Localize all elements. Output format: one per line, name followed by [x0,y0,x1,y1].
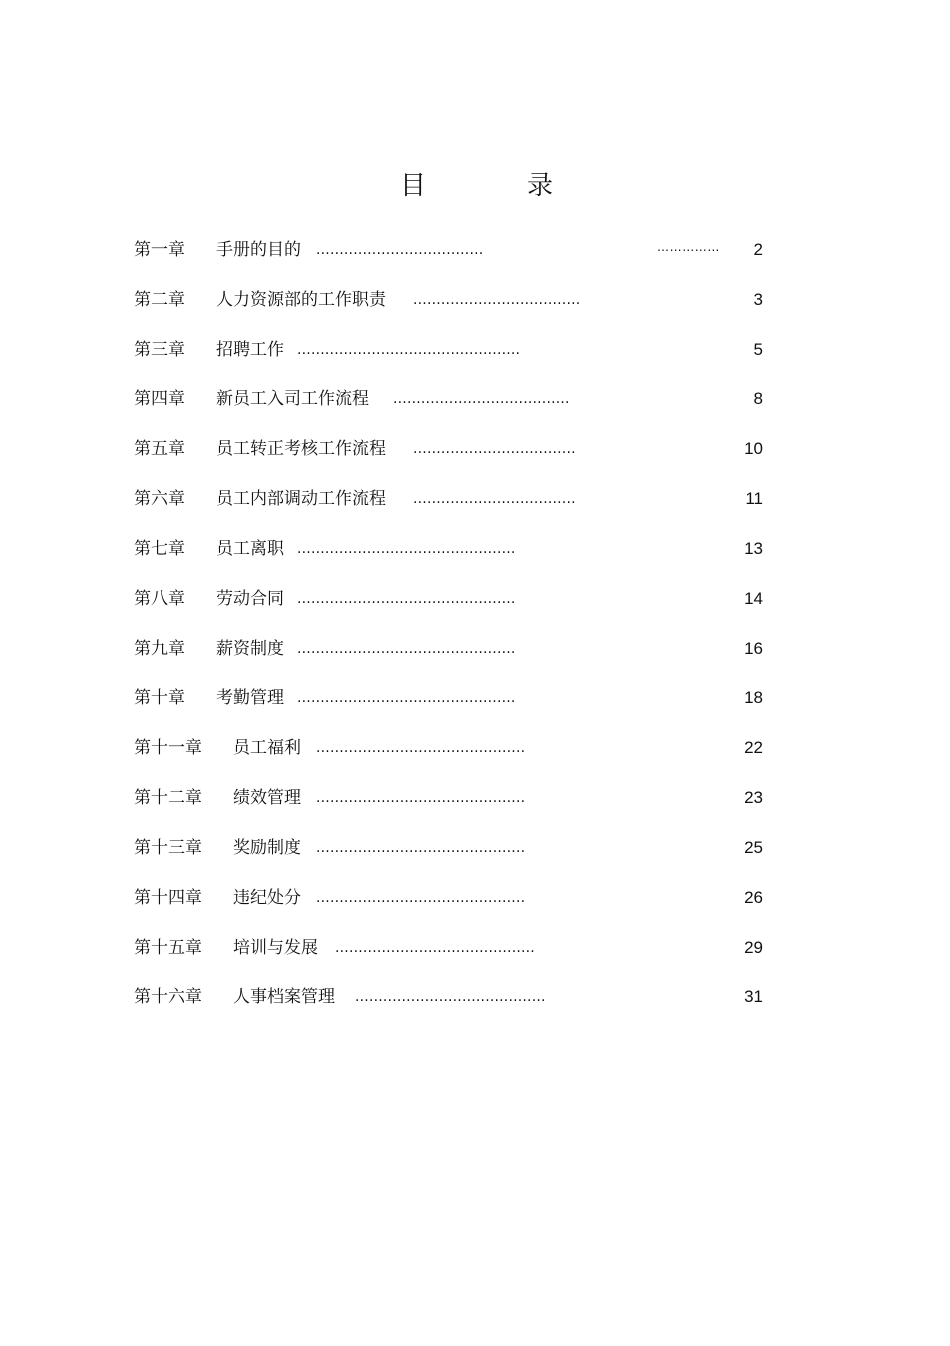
toc-entry-title: 考勤管理 [216,688,284,708]
toc-entry-title: 绩效管理 [233,788,301,808]
toc-page-number: 3 [753,290,763,309]
toc-leader-dots: ............................................... [297,690,516,706]
toc-page-number: 18 [744,688,763,707]
toc-entry[interactable] [0,833,950,863]
toc-entry[interactable] [0,883,950,913]
toc-extra-leader-dots: …………… [657,240,720,254]
title-char-1: 目 [400,171,427,201]
toc-chapter-label: 第一章 [134,240,185,260]
toc-entry-title: 人事档案管理 [233,987,335,1007]
toc-leader-dots: ............................................. [316,890,526,906]
toc-page-number: 22 [744,738,763,757]
toc-entry-title: 员工福利 [233,738,301,758]
toc-chapter-label: 第十六章 [134,987,202,1007]
toc-entry[interactable] [0,683,950,713]
toc-leader-dots: ............................................... [297,541,516,557]
toc-entry-title: 新员工入司工作流程 [216,389,369,409]
toc-entry[interactable] [0,484,950,514]
toc-page-number: 16 [744,639,763,658]
toc-chapter-label: 第九章 [134,639,185,659]
toc-chapter-label: 第十五章 [134,938,202,958]
toc-page-number: 13 [744,539,763,558]
toc-page-number: 14 [744,589,763,608]
toc-entry-title: 员工内部调动工作流程 [216,489,386,509]
toc-entry[interactable] [0,733,950,763]
toc-entry-title: 薪资制度 [216,639,284,659]
title-char-2: 录 [527,171,554,201]
toc-leader-dots: .................................... [413,292,581,308]
toc-chapter-label: 第二章 [134,290,185,310]
toc-page-number: 10 [744,439,763,458]
toc-leader-dots: ................................................ [297,342,521,358]
toc-page-number: 29 [744,938,763,957]
toc-entry[interactable] [0,534,950,564]
toc-entry[interactable] [0,783,950,813]
toc-entry[interactable] [0,933,950,963]
toc-chapter-label: 第十三章 [134,838,202,858]
toc-page-number: 23 [744,788,763,807]
toc-entry[interactable] [0,235,950,265]
toc-entry-title: 劳动合同 [216,589,284,609]
toc-chapter-label: 第六章 [134,489,185,509]
toc-leader-dots: ...................................... [393,391,570,407]
toc-page-number: 31 [744,987,763,1006]
toc-leader-dots: ............................................. [316,740,526,756]
toc-chapter-label: 第三章 [134,340,185,360]
toc-page-number: 8 [753,389,763,408]
toc-page-number: 26 [744,888,763,907]
toc-entry-title: 招聘工作 [216,340,284,360]
toc-chapter-label: 第八章 [134,589,185,609]
toc-page-number: 25 [744,838,763,857]
toc-leader-dots: ......................................... [355,989,546,1005]
toc-page-number: 5 [753,340,763,359]
toc-leader-dots: ............................................... [297,591,516,607]
toc-page-number: 2 [753,240,763,259]
toc-entry[interactable] [0,634,950,664]
toc-entry-title: 手册的目的 [216,240,301,260]
toc-chapter-label: 第十章 [134,688,185,708]
toc-chapter-label: 第十四章 [134,888,202,908]
toc-entry[interactable] [0,982,950,1012]
toc-leader-dots: ........................................... [335,940,535,956]
toc-leader-dots: .................................... [316,242,484,258]
toc-entry-title: 员工离职 [216,539,284,559]
toc-entry-title: 人力资源部的工作职责 [216,290,386,310]
toc-entry[interactable] [0,434,950,464]
toc-entry-title: 员工转正考核工作流程 [216,439,386,459]
toc-leader-dots: ............................................. [316,790,526,806]
toc-leader-dots: ................................... [413,441,576,457]
toc-chapter-label: 第四章 [134,389,185,409]
toc-entry-title: 培训与发展 [233,938,318,958]
toc-leader-dots: ................................... [413,491,576,507]
toc-entry[interactable] [0,335,950,365]
page-title [0,168,950,208]
toc-entry-title: 违纪处分 [233,888,301,908]
toc-page-number: 11 [745,489,763,508]
toc-entry[interactable] [0,285,950,315]
toc-entry[interactable] [0,384,950,414]
toc-leader-dots: ............................................. [316,840,526,856]
toc-chapter-label: 第十二章 [134,788,202,808]
toc-entry[interactable] [0,584,950,614]
toc-entry-title: 奖励制度 [233,838,301,858]
toc-chapter-label: 第七章 [134,539,185,559]
toc-chapter-label: 第十一章 [134,738,202,758]
toc-leader-dots: ............................................... [297,641,516,657]
toc-chapter-label: 第五章 [134,439,185,459]
